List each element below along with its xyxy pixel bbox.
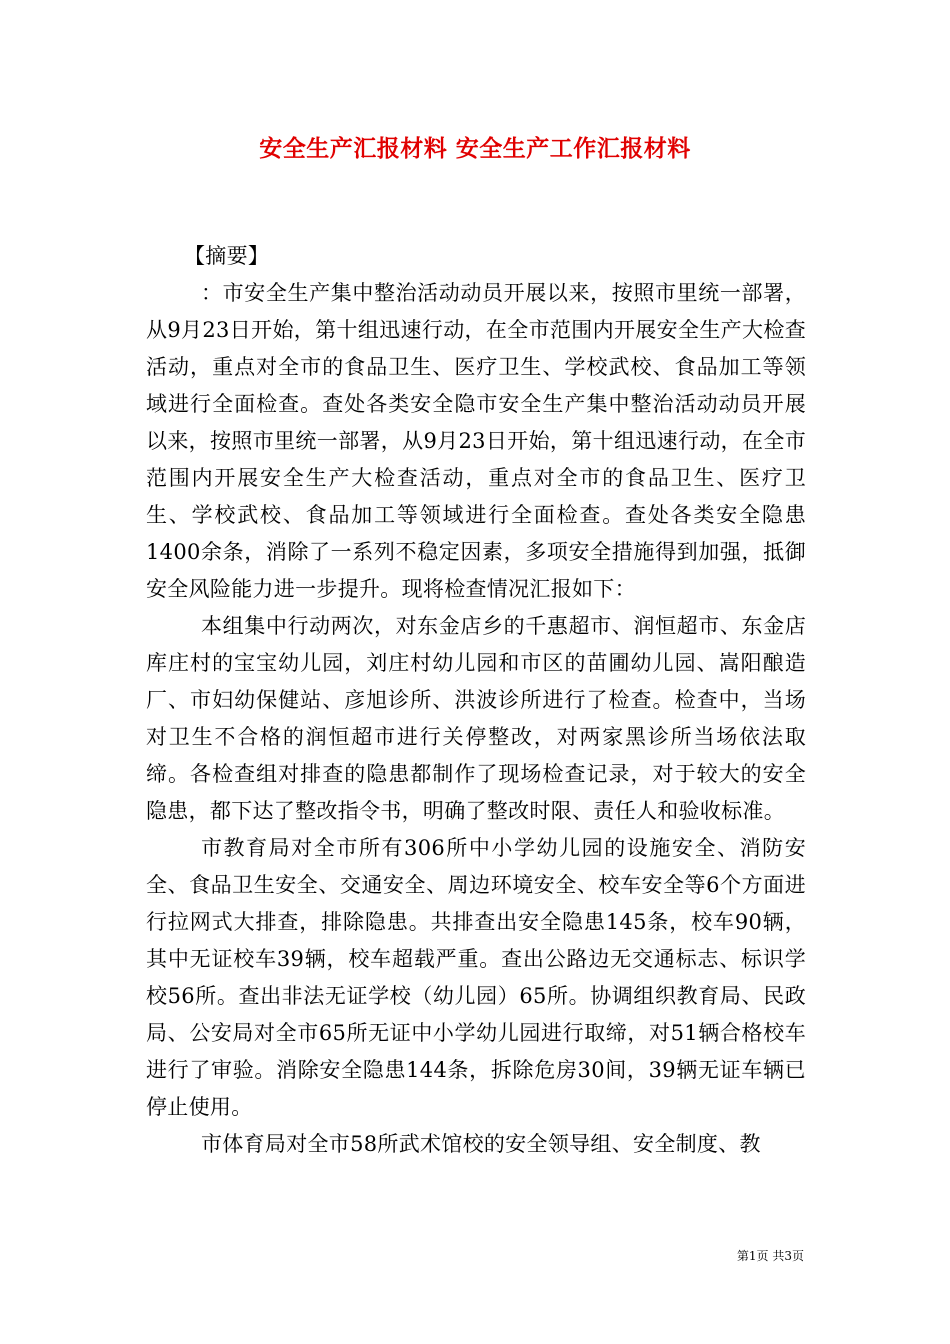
paragraph-summary: ：市安全生产集中整治活动动员开展以来，按照市里统一部署，从9月23日开始，第十组迅速行动，在全市范围内开展安全生产大检查活动，重点对全市的食品卫生、医疗卫生、学校武校、食品加工等领域进行全面检查。查处各类安全隐市安全生产集中整治活动动员开展以来，按照市里统一部署，从9月23日开始，第十组迅速行动，在全市范围内开展安全生产大检查活动，重点对全市的食品卫生、医疗卫生、学校武校、食品加工等领域进行全面检查。查处各类安全隐患1400余条，消除了一系列不稳定因素，多项安全措施得到加强，抵御安全风险能力进一步提升。现将检查情况汇报如下： (146, 281, 806, 601)
document-title: 安全生产汇报材料 安全生产工作汇报材料 (259, 136, 691, 162)
document-body (146, 238, 806, 1163)
paragraph-education: 市教育局对全市所有306所中小学幼儿园的设施安全、消防安全、食品卫生安全、交通安全、周边环境安全、校车安全等6个方面进行拉网式大排查，排除隐患。共排查出安全隐患145条，校车90辆，其中无证校车39辆，校车超载严重。查出公路边无交通标志、标识学校56所。查出非法无证学校（幼儿园）65所。协调组织教育局、民政局、公安局对全市65所无证中小学幼儿园进行取缔，对51辆合格校车进行了审验。消除安全隐患144条，拆除危房30间，39辆无证车辆已停止使用。 (146, 836, 806, 1119)
paragraph-inspection: 本组集中行动两次，对东金店乡的千惠超市、润恒超市、东金店库庄村的宝宝幼儿园，刘庄村幼儿园和市区的苗圃幼儿园、嵩阳酿造厂、市妇幼保健站、彦旭诊所、洪波诊所进行了检查。检查中，当场对卫生不合格的润恒超市进行关停整改，对两家黑诊所当场依法取缔。各检查组对排查的隐患都制作了现场检查记录，对于较大的安全隐患，都下达了整改指令书，明确了整改时限、责任人和验收标准。 (146, 614, 806, 823)
page-number: 第1页 共3页 (736, 1249, 804, 1263)
abstract-heading: 【摘要】 (184, 244, 270, 268)
paragraph-sports: 市体育局对全市58所武术馆校的安全领导组、安全制度、教 (201, 1132, 761, 1156)
